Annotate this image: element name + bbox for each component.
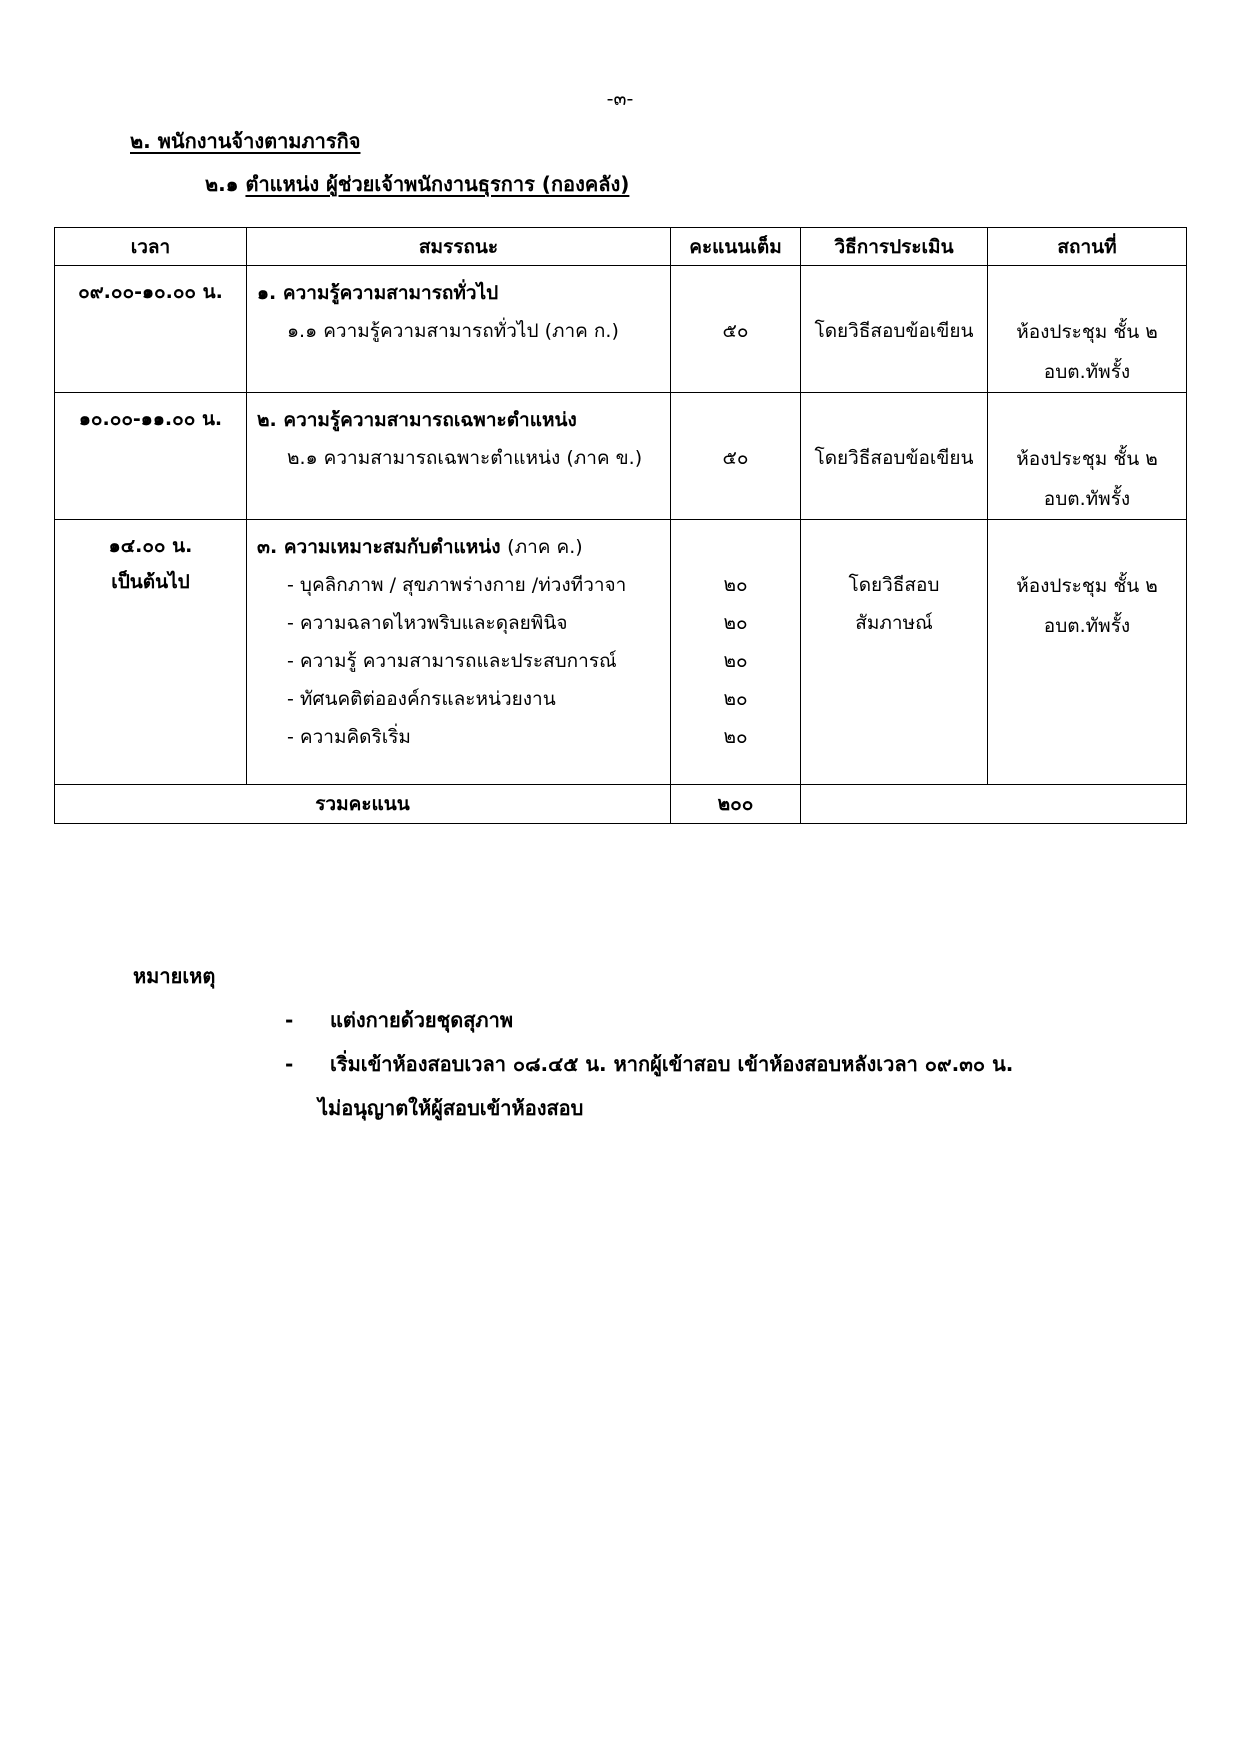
- total-row: [55, 785, 1187, 824]
- row-time: ๐๙.๐๐-๑๐.๐๐ น.: [55, 266, 247, 393]
- row-competency: [247, 393, 671, 520]
- row-score: ๕๐: [671, 393, 801, 520]
- competency-heading: ๒. ความรู้ความสามารถเฉพาะตำแหน่ง: [257, 409, 577, 431]
- remark-bullet: -: [285, 1008, 294, 1032]
- table-row: [55, 266, 1187, 393]
- remark-item: [285, 1004, 513, 1036]
- header-full-score: คะแนนเต็ม: [671, 228, 801, 266]
- row-score: ๕๐: [671, 266, 801, 393]
- item-score: ๒๐: [723, 688, 748, 710]
- time-start: ๑๔.๐๐ น.: [108, 535, 193, 557]
- row-competency: [247, 520, 671, 785]
- item-score: ๒๐: [723, 612, 748, 634]
- competency-heading: ๑. ความรู้ความสามารถทั่วไป: [257, 282, 499, 304]
- total-score: ๒๐๐: [671, 785, 801, 824]
- page-number: -๓-: [606, 88, 634, 110]
- competency-item: - ทัศนคติต่อองค์กรและหน่วยงาน: [287, 688, 556, 710]
- table-row: [55, 520, 1187, 785]
- competency-heading-text: ๓. ความเหมาะสมกับตำแหน่ง: [257, 536, 501, 558]
- place-room: ห้องประชุม ชั้น ๒: [1016, 321, 1158, 343]
- method-line: สัมภาษณ์: [855, 612, 933, 634]
- competency-item: - บุคลิกภาพ / สุขภาพร่างกาย /ท่วงทีวาจา: [287, 574, 627, 596]
- time-onward: เป็นต้นไป: [111, 571, 190, 593]
- row-place: [988, 393, 1187, 520]
- row-place: [988, 266, 1187, 393]
- competency-item: - ความฉลาดไหวพริบและดุลยพินิจ: [287, 612, 568, 634]
- header-competency: สมรรถนะ: [247, 228, 671, 266]
- competency-heading: [257, 528, 670, 566]
- row-score: [671, 520, 801, 785]
- row-place: [988, 520, 1187, 785]
- item-score: ๒๐: [723, 726, 748, 748]
- place-org: อบต.ทัพรั้ง: [1043, 488, 1131, 510]
- remark-text: เริ่มเข้าห้องสอบเวลา ๐๘.๔๕ น. หากผู้เข้าสอบ เข้าห้องสอบหลังเวลา ๐๙.๓๐ น.: [330, 1052, 1014, 1076]
- total-label: รวมคะแนน: [55, 785, 671, 824]
- table-header-row: [55, 228, 1187, 266]
- place-org: อบต.ทัพรั้ง: [1043, 615, 1131, 637]
- method-line: โดยวิธีสอบ: [848, 574, 940, 596]
- subsection-title: [205, 168, 629, 200]
- row-method: โดยวิธีสอบข้อเขียน: [801, 266, 988, 393]
- place-room: ห้องประชุม ชั้น ๒: [1016, 575, 1158, 597]
- place-org: อบต.ทัพรั้ง: [1043, 361, 1131, 383]
- row-competency: [247, 266, 671, 393]
- subsection-number: ๒.๑: [205, 172, 239, 196]
- item-score: ๒๐: [723, 650, 748, 672]
- header-method: วิธีการประเมิน: [801, 228, 988, 266]
- item-score: ๒๐: [723, 574, 748, 596]
- remarks-title: หมายเหตุ: [133, 964, 216, 988]
- remark-bullet: -: [285, 1052, 294, 1076]
- section-title: ๒. พนักงานจ้างตามภารกิจ: [130, 129, 361, 153]
- remark-item: [285, 1048, 1013, 1080]
- header-place: สถานที่: [988, 228, 1187, 266]
- row-time: ๑๐.๐๐-๑๑.๐๐ น.: [55, 393, 247, 520]
- remark-continuation: ไม่อนุญาตให้ผู้สอบเข้าห้องสอบ: [318, 1096, 584, 1120]
- table-row: [55, 393, 1187, 520]
- row-method: โดยวิธีสอบข้อเขียน: [801, 393, 988, 520]
- place-room: ห้องประชุม ชั้น ๒: [1016, 448, 1158, 470]
- subsection-position: ตำแหน่ง ผู้ช่วยเจ้าพนักงานธุรการ (กองคลัง): [245, 172, 630, 196]
- competency-item: - ความคิดริเริ่ม: [287, 726, 411, 748]
- row-method: [801, 520, 988, 785]
- exam-schedule-table: [54, 227, 1187, 824]
- competency-sub: ๒.๑ ความสามารถเฉพาะตำแหน่ง (ภาค ข.): [287, 447, 643, 469]
- row-time: [55, 520, 247, 785]
- competency-sub: ๑.๑ ความรู้ความสามารถทั่วไป (ภาค ก.): [287, 320, 619, 342]
- remark-text: แต่งกายด้วยชุดสุภาพ: [330, 1008, 514, 1032]
- competency-item: - ความรู้ ความสามารถและประสบการณ์: [287, 650, 617, 672]
- header-time: เวลา: [55, 228, 247, 266]
- total-empty-cell: [801, 785, 1187, 824]
- competency-heading-part: (ภาค ค.): [507, 536, 583, 558]
